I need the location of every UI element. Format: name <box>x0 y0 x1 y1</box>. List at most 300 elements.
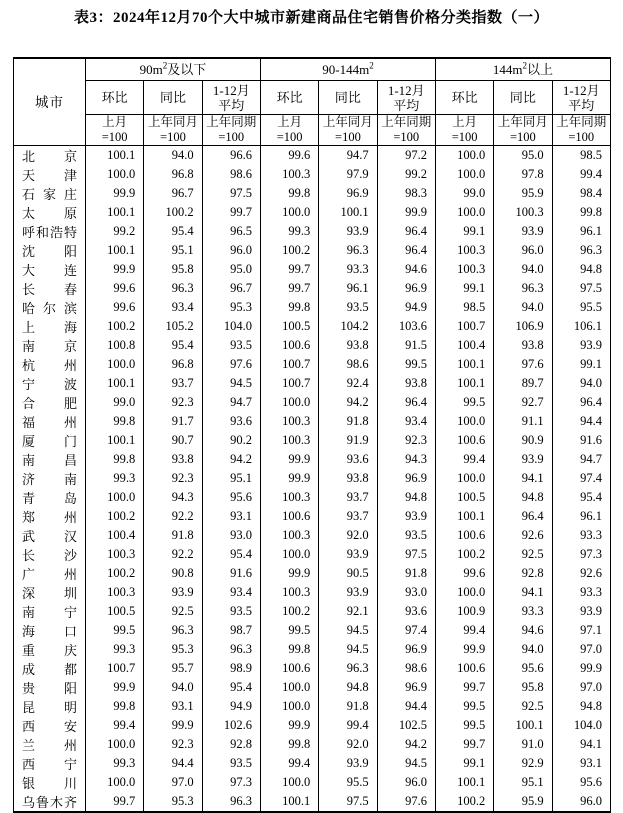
index-value: 93.5 <box>202 602 260 621</box>
index-value: 99.7 <box>435 678 493 697</box>
index-value: 95.9 <box>494 184 552 203</box>
index-value: 91.5 <box>377 336 435 355</box>
index-value: 96.1 <box>552 222 610 241</box>
index-value: 99.2 <box>86 222 144 241</box>
index-value: 100.3 <box>260 431 318 450</box>
index-value: 93.5 <box>202 336 260 355</box>
index-value: 94.5 <box>319 640 377 659</box>
index-value: 100.2 <box>86 564 144 583</box>
index-value: 93.8 <box>319 469 377 488</box>
index-value: 100.3 <box>435 260 493 279</box>
index-value: 100.1 <box>494 716 552 735</box>
index-value: 95.4 <box>144 336 202 355</box>
index-value: 93.9 <box>319 583 377 602</box>
index-value: 99.1 <box>435 754 493 773</box>
index-value: 96.9 <box>377 469 435 488</box>
index-value: 99.5 <box>260 621 318 640</box>
index-value: 100.7 <box>86 659 144 678</box>
index-value: 100.1 <box>86 146 144 166</box>
table-row <box>14 336 611 355</box>
index-value: 90.8 <box>144 564 202 583</box>
index-value: 95.6 <box>494 659 552 678</box>
index-value: 96.7 <box>202 279 260 298</box>
index-value: 100.5 <box>260 317 318 336</box>
city-column-header: 城市 <box>14 58 86 146</box>
index-value: 93.3 <box>552 526 610 545</box>
index-value: 96.1 <box>319 279 377 298</box>
table-row <box>14 735 611 754</box>
city-name: 南宁 <box>14 602 86 621</box>
city-name: 成都 <box>14 659 86 678</box>
city-name: 南昌 <box>14 450 86 469</box>
table-row <box>14 298 611 317</box>
index-value: 93.6 <box>377 602 435 621</box>
index-value: 93.8 <box>377 374 435 393</box>
city-name: 贵阳 <box>14 678 86 697</box>
index-value: 93.9 <box>319 222 377 241</box>
group-label-pre: 90m <box>139 62 163 77</box>
index-value: 100.3 <box>260 165 318 184</box>
index-value: 100.0 <box>86 735 144 754</box>
index-value: 96.3 <box>319 241 377 260</box>
index-value: 99.0 <box>435 184 493 203</box>
index-value: 100.6 <box>260 659 318 678</box>
superscript-2: 2 <box>162 60 168 71</box>
index-value: 93.3 <box>552 583 610 602</box>
city-name: 西宁 <box>14 754 86 773</box>
index-value: 100.2 <box>144 203 202 222</box>
index-value: 91.9 <box>319 431 377 450</box>
index-value: 100.1 <box>86 203 144 222</box>
index-value: 100.0 <box>435 469 493 488</box>
index-value: 96.3 <box>202 640 260 659</box>
index-value: 93.9 <box>552 336 610 355</box>
index-value: 100.1 <box>435 355 493 374</box>
index-value: 93.8 <box>494 336 552 355</box>
index-value: 104.2 <box>319 317 377 336</box>
index-value: 98.6 <box>319 355 377 374</box>
index-value: 94.4 <box>144 754 202 773</box>
table-row <box>14 146 611 166</box>
index-value: 92.1 <box>319 602 377 621</box>
index-value: 96.0 <box>494 241 552 260</box>
index-value: 94.3 <box>144 488 202 507</box>
index-value: 99.8 <box>86 697 144 716</box>
metric-header-avg: 1-12月 平均 <box>202 81 260 115</box>
index-value: 93.3 <box>494 602 552 621</box>
index-value: 97.5 <box>319 792 377 812</box>
index-value: 95.0 <box>494 146 552 166</box>
index-value: 98.3 <box>377 184 435 203</box>
city-name: 北京 <box>14 146 86 166</box>
index-value: 99.5 <box>435 393 493 412</box>
base-header-same-period-last-year: 上年同期 =100 <box>552 115 610 146</box>
table-row <box>14 184 611 203</box>
index-value: 96.9 <box>377 640 435 659</box>
index-value: 95.1 <box>144 241 202 260</box>
index-value: 93.9 <box>377 507 435 526</box>
index-value: 100.5 <box>86 602 144 621</box>
index-value: 95.8 <box>144 260 202 279</box>
index-value: 99.8 <box>86 412 144 431</box>
index-value: 93.9 <box>319 545 377 564</box>
index-value: 92.7 <box>494 393 552 412</box>
city-name: 上海 <box>14 317 86 336</box>
index-value: 94.2 <box>202 450 260 469</box>
city-name: 郑州 <box>14 507 86 526</box>
index-value: 97.0 <box>552 640 610 659</box>
index-value: 99.5 <box>377 355 435 374</box>
table-row <box>14 450 611 469</box>
index-value: 91.7 <box>144 412 202 431</box>
index-value: 100.0 <box>86 355 144 374</box>
index-value: 94.6 <box>494 621 552 640</box>
group-label-pre: 90-144m <box>322 62 370 77</box>
index-value: 95.7 <box>144 659 202 678</box>
index-value: 99.8 <box>260 298 318 317</box>
city-name: 长春 <box>14 279 86 298</box>
index-value: 92.3 <box>144 735 202 754</box>
index-value: 100.3 <box>260 526 318 545</box>
index-value: 95.0 <box>202 260 260 279</box>
index-value: 93.1 <box>552 754 610 773</box>
index-value: 100.1 <box>435 374 493 393</box>
metric-header-yoy: 同比 <box>319 81 377 115</box>
index-value: 100.0 <box>435 165 493 184</box>
index-value: 97.2 <box>377 146 435 166</box>
index-value: 100.3 <box>260 488 318 507</box>
index-value: 100.2 <box>86 507 144 526</box>
index-value: 98.7 <box>202 621 260 640</box>
index-value: 100.3 <box>86 583 144 602</box>
index-value: 100.3 <box>260 583 318 602</box>
index-value: 99.6 <box>435 564 493 583</box>
index-value: 97.4 <box>552 469 610 488</box>
index-value: 96.8 <box>144 355 202 374</box>
table-row <box>14 165 611 184</box>
index-value: 96.3 <box>144 621 202 640</box>
index-value: 93.1 <box>202 507 260 526</box>
index-value: 100.3 <box>86 545 144 564</box>
index-value: 91.8 <box>377 564 435 583</box>
city-name: 广州 <box>14 564 86 583</box>
index-value: 93.5 <box>377 526 435 545</box>
index-value: 100.0 <box>260 773 318 792</box>
index-value: 100.6 <box>260 336 318 355</box>
index-value: 92.6 <box>494 526 552 545</box>
index-value: 99.7 <box>86 792 144 812</box>
metric-header-mom: 环比 <box>86 81 144 115</box>
city-name: 天津 <box>14 165 86 184</box>
table-row <box>14 754 611 773</box>
index-value: 92.5 <box>144 602 202 621</box>
city-name: 哈尔滨 <box>14 298 86 317</box>
index-value: 94.0 <box>144 146 202 166</box>
header-row-metrics <box>14 81 611 115</box>
city-name: 武汉 <box>14 526 86 545</box>
index-value: 93.8 <box>144 450 202 469</box>
index-value: 100.0 <box>260 678 318 697</box>
index-value: 100.5 <box>435 488 493 507</box>
city-name: 海口 <box>14 621 86 640</box>
index-value: 100.4 <box>435 336 493 355</box>
index-value: 99.6 <box>260 146 318 166</box>
table-row <box>14 697 611 716</box>
city-name: 石家庄 <box>14 184 86 203</box>
index-value: 95.4 <box>552 488 610 507</box>
index-value: 99.1 <box>552 355 610 374</box>
index-value: 100.1 <box>86 241 144 260</box>
index-value: 94.5 <box>202 374 260 393</box>
city-name: 福州 <box>14 412 86 431</box>
city-name: 大连 <box>14 260 86 279</box>
index-value: 93.6 <box>202 412 260 431</box>
index-value: 99.9 <box>86 260 144 279</box>
index-value: 99.4 <box>86 716 144 735</box>
index-value: 91.0 <box>494 735 552 754</box>
index-value: 100.1 <box>435 507 493 526</box>
header-row-base <box>14 115 611 146</box>
index-value: 100.1 <box>319 203 377 222</box>
index-value: 95.4 <box>202 545 260 564</box>
index-value: 91.8 <box>319 412 377 431</box>
index-value: 97.5 <box>552 279 610 298</box>
index-value: 98.5 <box>552 146 610 166</box>
index-value: 96.4 <box>377 222 435 241</box>
index-value: 93.4 <box>377 412 435 431</box>
index-value: 100.2 <box>260 241 318 260</box>
index-value: 93.4 <box>144 298 202 317</box>
index-value: 95.3 <box>144 640 202 659</box>
index-value: 96.4 <box>377 393 435 412</box>
index-value: 96.3 <box>319 659 377 678</box>
group-label-suf: 以上 <box>527 62 554 77</box>
city-name: 西安 <box>14 716 86 735</box>
group-header-90-and-below <box>86 58 261 81</box>
index-value: 96.5 <box>202 222 260 241</box>
index-value: 97.4 <box>377 621 435 640</box>
index-value: 97.9 <box>319 165 377 184</box>
index-value: 96.0 <box>377 773 435 792</box>
table-row <box>14 659 611 678</box>
index-value: 95.9 <box>494 792 552 812</box>
index-value: 100.2 <box>435 792 493 812</box>
index-value: 100.8 <box>86 336 144 355</box>
index-value: 99.1 <box>435 279 493 298</box>
index-value: 94.0 <box>144 678 202 697</box>
index-value: 99.3 <box>86 640 144 659</box>
metric-header-yoy: 同比 <box>494 81 552 115</box>
index-value: 94.1 <box>552 735 610 754</box>
index-value: 91.8 <box>144 526 202 545</box>
index-value: 94.2 <box>377 735 435 754</box>
index-value: 92.3 <box>144 393 202 412</box>
index-value: 94.2 <box>319 393 377 412</box>
index-value: 94.6 <box>377 260 435 279</box>
index-value: 100.4 <box>86 526 144 545</box>
metric-header-mom: 环比 <box>260 81 318 115</box>
index-value: 94.9 <box>202 697 260 716</box>
index-value: 93.6 <box>319 450 377 469</box>
index-value: 97.6 <box>202 355 260 374</box>
index-value: 93.9 <box>494 450 552 469</box>
index-value: 99.4 <box>435 621 493 640</box>
index-value: 91.6 <box>552 431 610 450</box>
city-name: 深圳 <box>14 583 86 602</box>
base-header-prev-month: 上月 =100 <box>435 115 493 146</box>
city-name: 厦门 <box>14 431 86 450</box>
index-value: 99.1 <box>435 222 493 241</box>
index-value: 92.4 <box>319 374 377 393</box>
index-value: 100.0 <box>260 697 318 716</box>
table-row <box>14 792 611 812</box>
index-value: 95.4 <box>202 678 260 697</box>
index-value: 95.3 <box>202 298 260 317</box>
index-value: 97.1 <box>552 621 610 640</box>
index-value: 97.8 <box>494 165 552 184</box>
index-value: 99.8 <box>260 735 318 754</box>
index-value: 97.3 <box>202 773 260 792</box>
index-value: 100.0 <box>260 393 318 412</box>
index-value: 98.5 <box>435 298 493 317</box>
table-row <box>14 241 611 260</box>
city-name: 南京 <box>14 336 86 355</box>
index-value: 92.5 <box>494 545 552 564</box>
table-row <box>14 621 611 640</box>
index-value: 97.0 <box>552 678 610 697</box>
index-value: 93.4 <box>202 583 260 602</box>
index-value: 93.9 <box>494 222 552 241</box>
index-value: 92.3 <box>377 431 435 450</box>
index-value: 95.3 <box>144 792 202 812</box>
index-value: 94.8 <box>377 488 435 507</box>
index-value: 99.9 <box>260 450 318 469</box>
table-row <box>14 602 611 621</box>
index-value: 105.2 <box>144 317 202 336</box>
table-row <box>14 678 611 697</box>
index-value: 94.0 <box>494 260 552 279</box>
index-value: 100.0 <box>260 203 318 222</box>
index-value: 90.5 <box>319 564 377 583</box>
index-value: 98.6 <box>202 165 260 184</box>
superscript-2: 2 <box>522 60 528 71</box>
index-value: 99.6 <box>86 298 144 317</box>
index-value: 100.6 <box>435 659 493 678</box>
index-value: 100.0 <box>86 773 144 792</box>
index-value: 92.8 <box>494 564 552 583</box>
table-row <box>14 279 611 298</box>
index-value: 93.3 <box>319 260 377 279</box>
index-value: 103.6 <box>377 317 435 336</box>
index-value: 93.7 <box>144 374 202 393</box>
header-row-groups <box>14 58 611 81</box>
index-value: 96.3 <box>144 279 202 298</box>
index-value: 91.8 <box>319 697 377 716</box>
index-value: 99.7 <box>260 260 318 279</box>
table-row <box>14 317 611 336</box>
city-name: 杭州 <box>14 355 86 374</box>
table-row <box>14 355 611 374</box>
city-name: 宁波 <box>14 374 86 393</box>
index-value: 98.6 <box>377 659 435 678</box>
table-body <box>14 146 611 813</box>
index-value: 99.9 <box>86 184 144 203</box>
index-value: 96.9 <box>377 279 435 298</box>
index-value: 95.6 <box>552 773 610 792</box>
index-value: 91.1 <box>494 412 552 431</box>
metric-header-avg: 1-12月 平均 <box>377 81 435 115</box>
table-row <box>14 545 611 564</box>
index-value: 96.7 <box>144 184 202 203</box>
city-name: 银川 <box>14 773 86 792</box>
group-label-suf: 及以下 <box>167 62 207 77</box>
index-value: 95.4 <box>144 222 202 241</box>
city-name: 合肥 <box>14 393 86 412</box>
index-value: 94.7 <box>552 450 610 469</box>
index-value: 100.0 <box>435 583 493 602</box>
city-name: 沈阳 <box>14 241 86 260</box>
index-value: 96.4 <box>494 507 552 526</box>
index-value: 99.5 <box>86 621 144 640</box>
index-value: 92.0 <box>319 526 377 545</box>
index-value: 94.0 <box>494 640 552 659</box>
index-value: 100.6 <box>435 431 493 450</box>
index-value: 94.5 <box>377 754 435 773</box>
index-value: 100.7 <box>260 355 318 374</box>
base-header-prev-month: 上月 =100 <box>86 115 144 146</box>
index-value: 94.9 <box>377 298 435 317</box>
table-row <box>14 564 611 583</box>
index-value: 96.0 <box>202 241 260 260</box>
index-value: 100.7 <box>435 317 493 336</box>
index-value: 90.2 <box>202 431 260 450</box>
index-value: 100.0 <box>86 165 144 184</box>
table-row <box>14 640 611 659</box>
metric-header-mom: 环比 <box>435 81 493 115</box>
table-row <box>14 393 611 412</box>
index-value: 99.9 <box>552 659 610 678</box>
index-value: 99.9 <box>260 469 318 488</box>
index-value: 90.7 <box>144 431 202 450</box>
index-value: 92.2 <box>144 545 202 564</box>
table-row <box>14 260 611 279</box>
index-value: 97.0 <box>144 773 202 792</box>
table-row <box>14 507 611 526</box>
index-value: 99.4 <box>435 450 493 469</box>
index-value: 94.8 <box>494 488 552 507</box>
index-value: 97.5 <box>377 545 435 564</box>
index-value: 100.1 <box>86 431 144 450</box>
city-name: 济南 <box>14 469 86 488</box>
index-value: 102.6 <box>202 716 260 735</box>
index-value: 97.3 <box>552 545 610 564</box>
index-value: 96.8 <box>144 165 202 184</box>
index-value: 95.5 <box>319 773 377 792</box>
index-value: 96.0 <box>552 792 610 812</box>
page-title: 表3：2024年12月70个大中城市新建商品住宅销售价格分类指数（一） <box>73 10 549 26</box>
index-value: 93.9 <box>144 583 202 602</box>
index-value: 99.8 <box>86 450 144 469</box>
table-row <box>14 583 611 602</box>
price-index-table <box>13 57 611 813</box>
table-row <box>14 431 611 450</box>
index-value: 99.8 <box>260 184 318 203</box>
index-value: 106.9 <box>494 317 552 336</box>
base-header-same-month-last-year: 上年同月 =100 <box>494 115 552 146</box>
table-header <box>14 58 611 146</box>
index-value: 100.3 <box>260 412 318 431</box>
index-value: 100.2 <box>260 602 318 621</box>
